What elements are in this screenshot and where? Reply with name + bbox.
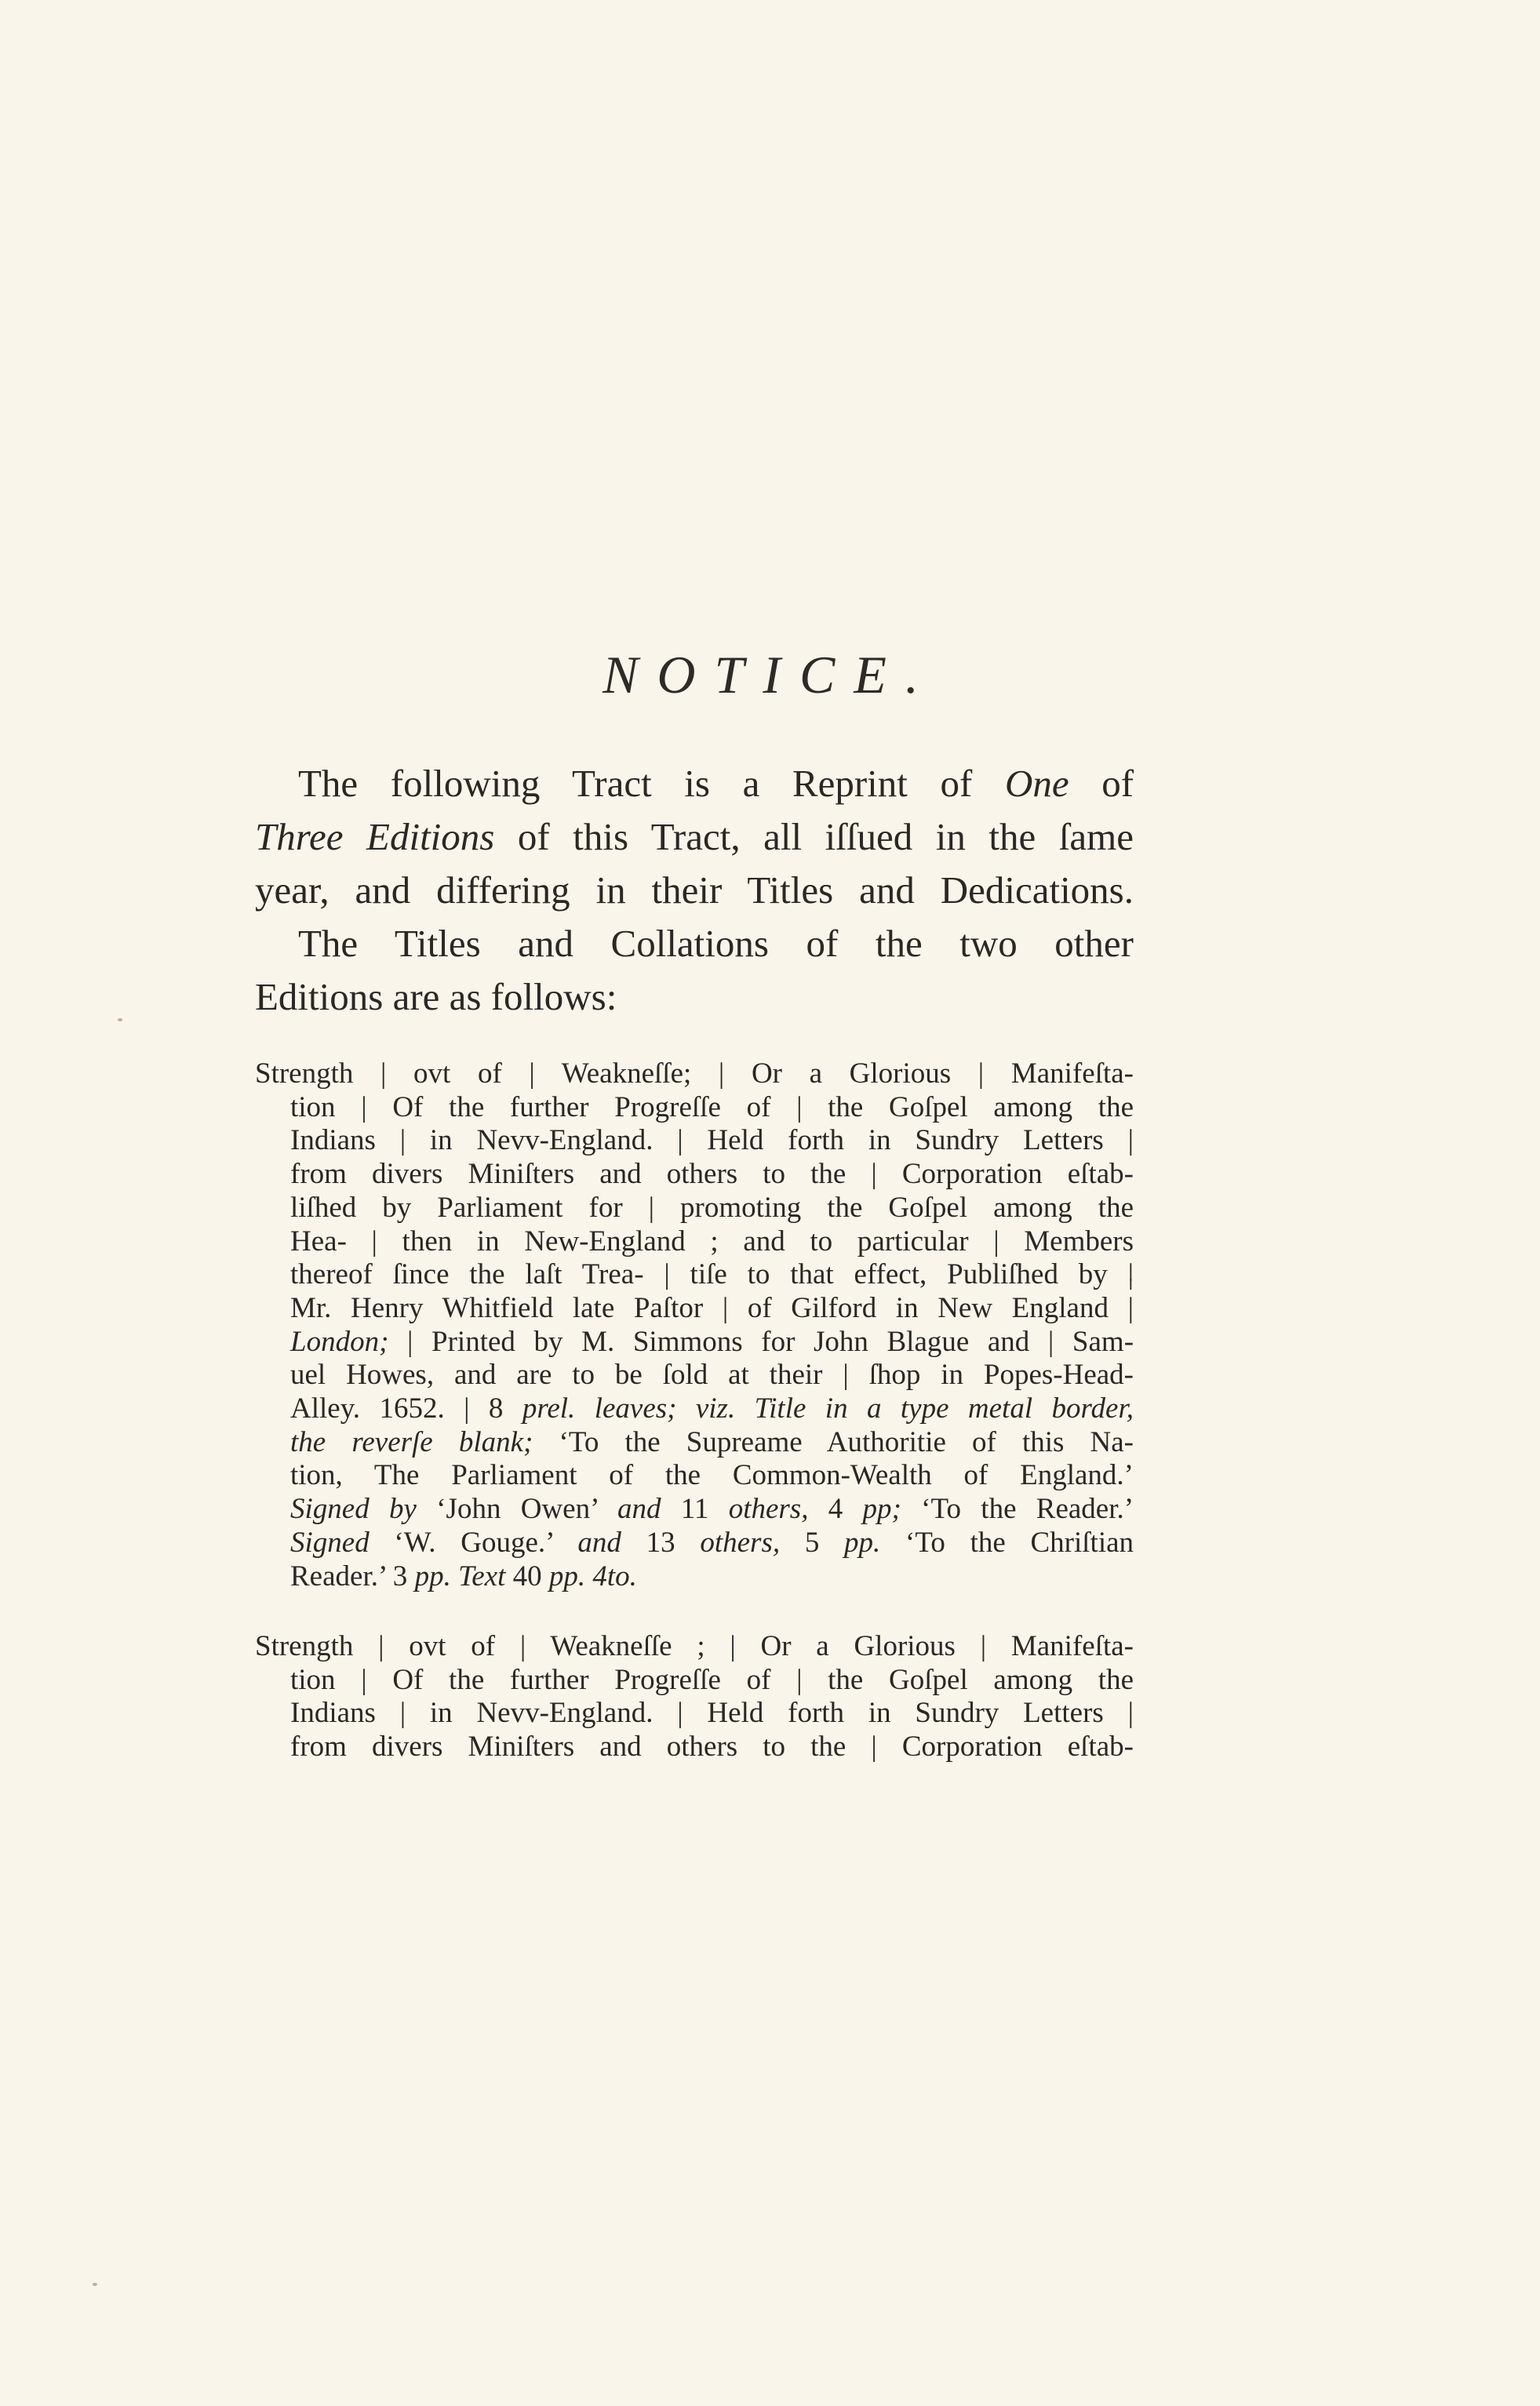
intro-line: Three Editions of this Tract, all iſſued in the ſame xyxy=(255,815,1134,858)
intro-line: The following Tract is a Reprint of One of xyxy=(298,762,1134,805)
entry-line: London; | Printed by M. Simmons for John Blague and | Sam- xyxy=(290,1325,1134,1358)
page-title: NOTICE. xyxy=(603,645,937,704)
entry-line: Mr. Henry Whitfield late Paſtor | of Gilford in New England | xyxy=(290,1291,1134,1324)
collation-entry-1 xyxy=(255,1057,1134,1593)
entry-line: Alley. 1652. | 8 prel. leaves; viz. Title in a type metal border, xyxy=(290,1392,1134,1425)
intro-line: Editions are as follows: xyxy=(255,975,617,1018)
entry-line: Signed by ‘John Owen’ and 11 others, 4 pp; ‘To the Reader.’ xyxy=(290,1493,1134,1526)
paper-speck xyxy=(118,1018,122,1021)
intro-text xyxy=(255,757,1134,1024)
entry-line: from divers Miniſters and others to the | Corporation eſtab- xyxy=(290,1731,1134,1764)
entry-line: uel Howes, and are to be ſold at their | ſhop in Popes-Head- xyxy=(290,1359,1134,1392)
entry-line: liſhed by Parliament for | promoting the Goſpel among the xyxy=(290,1191,1134,1224)
entry-line: thereof ſince the laſt Trea- | tiſe to that effect, Publiſhed by | xyxy=(290,1258,1134,1291)
intro-line: The Titles and Collations of the two other xyxy=(298,922,1134,965)
entry-line: Strength | ovt of | Weakneſſe; | Or a Glorious | Manifeſta- xyxy=(255,1057,1134,1090)
entry-line: Indians | in Nevv-England. | Held forth in Sundry Letters | xyxy=(290,1124,1134,1157)
entry-line: Signed ‘W. Gouge.’ and 13 others, 5 pp. ‘To the Chriſtian xyxy=(290,1526,1134,1559)
paper-speck xyxy=(93,2283,97,2286)
intro-line: year, and differing in their Titles and Dedications. xyxy=(255,868,1134,912)
entry-line: Hea- | then in New-England ; and to particular | Members xyxy=(290,1225,1134,1258)
collation-entry-2 xyxy=(255,1630,1134,1764)
entry-line: Strength | ovt of | Weakneſſe ; | Or a Glorious | Manifeſta- xyxy=(255,1630,1134,1662)
entry-line: from divers Miniſters and others to the | Corporation eſtab- xyxy=(290,1158,1134,1191)
entry-line: tion, The Parliament of the Common-Wealth of England.’ xyxy=(290,1459,1134,1492)
entry-line: the reverſe blank; ‘To the Supreame Authoritie of this Na- xyxy=(290,1425,1134,1458)
entry-line: Reader.’ 3 pp. Text 40 pp. 4to. xyxy=(290,1560,637,1592)
entry-line: Indians | in Nevv-England. | Held forth in Sundry Letters | xyxy=(290,1697,1134,1730)
entry-line: tion | Of the further Progreſſe of | the Goſpel among the xyxy=(290,1090,1134,1123)
entry-line: tion | Of the further Progreſſe of | the Goſpel among the xyxy=(290,1663,1134,1696)
